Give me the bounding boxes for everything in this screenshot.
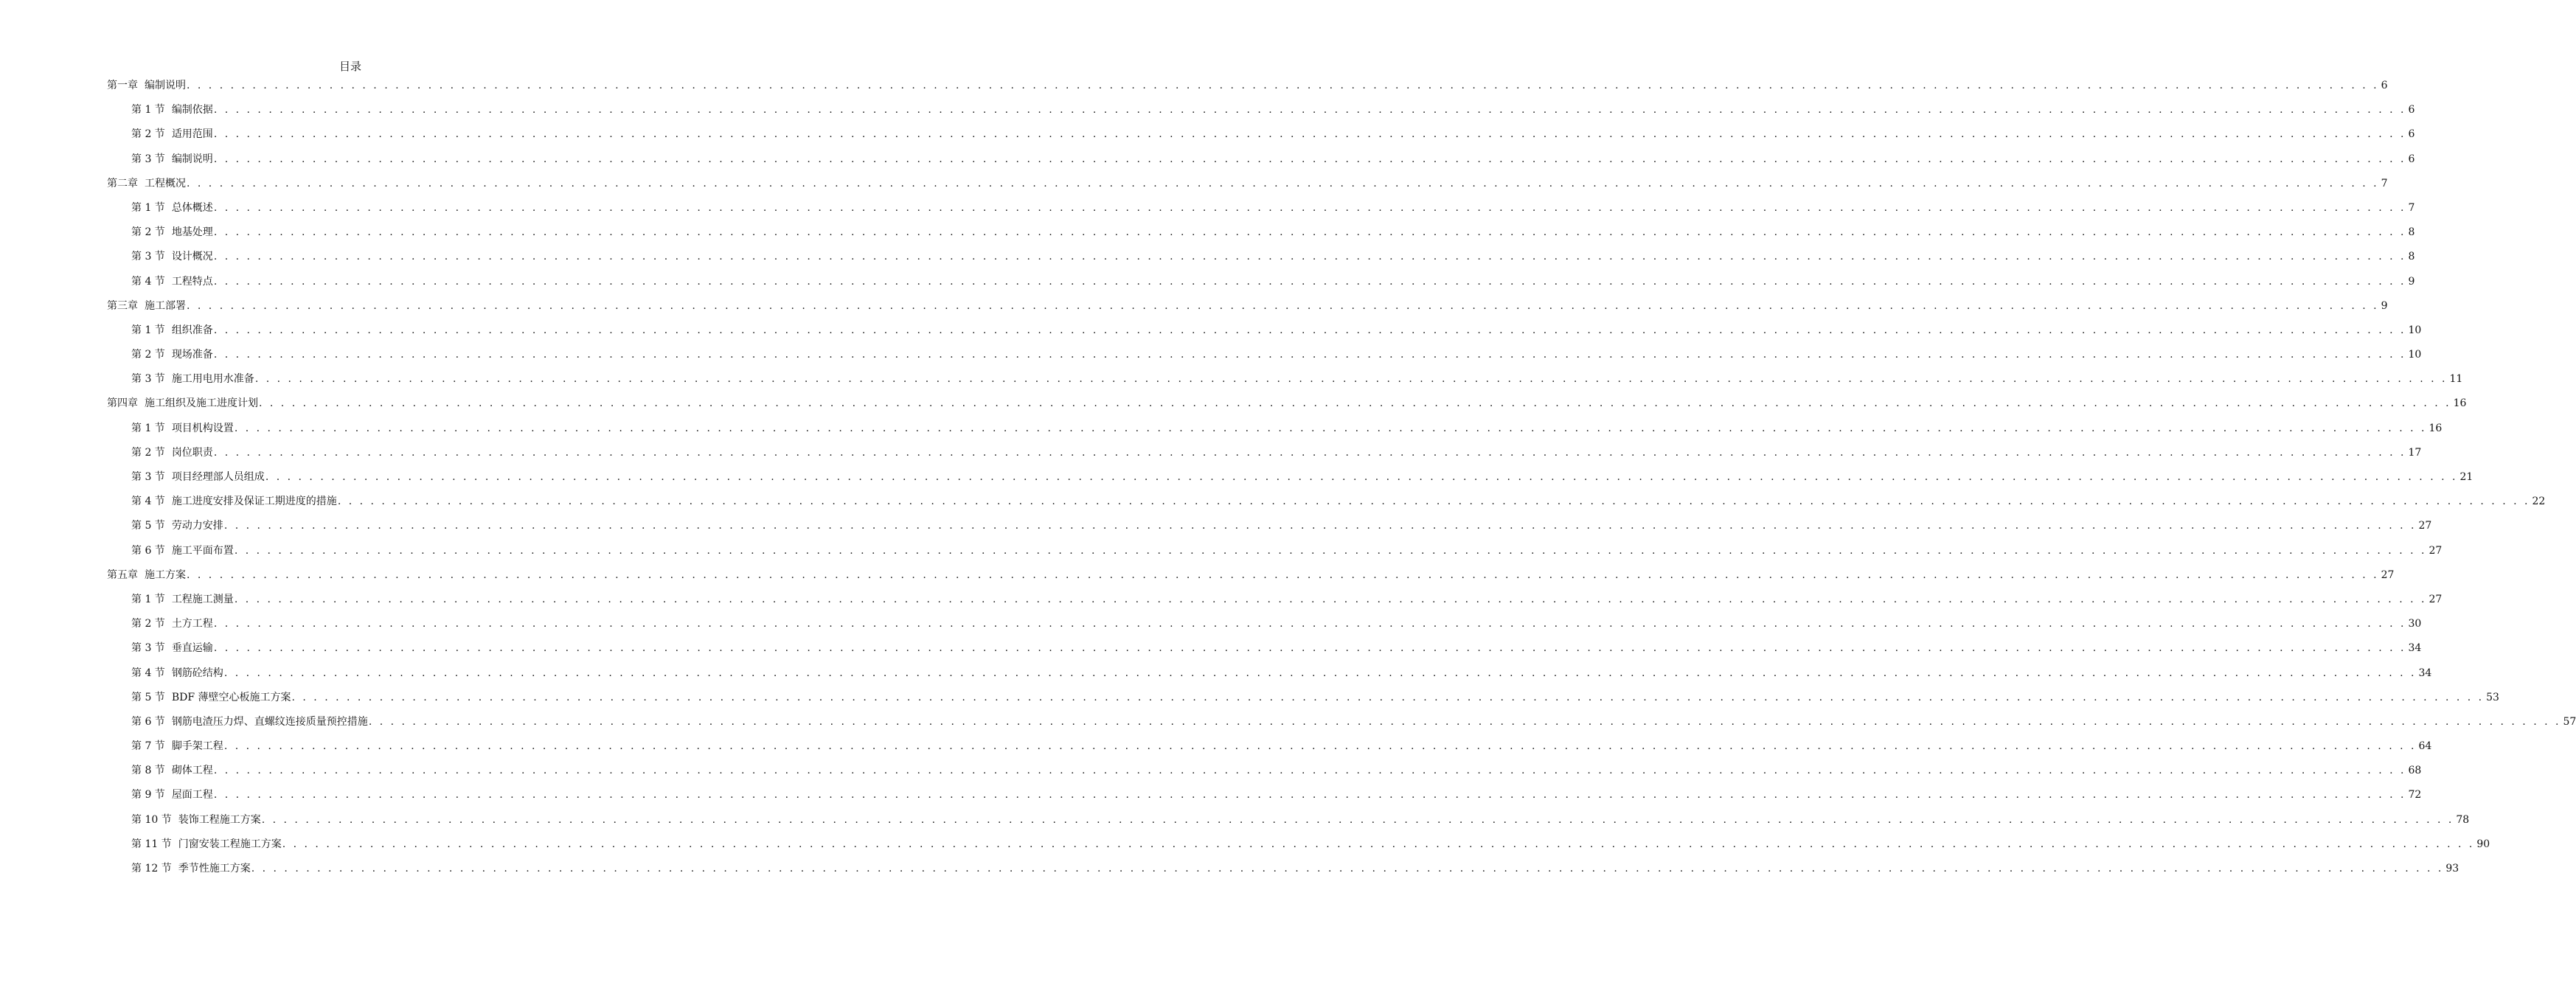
toc-entry-number: 第 2 节 [131,349,165,361]
toc-page-number: 16 [2453,397,2467,410]
toc-dot-leader: . . . . . . . . . . . . . . . . . . . . . . . . . . . . . . . . . . . . . . . . . . . . . . . . . . . . . . . . . . . . . . . . . . . . . . . . . . . . . . . . . . . . . . . . . . . . . . . . . . . . . . . . . . . . . . . . . . . . . . . . . . . . . . . . . . . . . . . . . . . . . . . . . . . . . . . . . . . . . . . . . . . . . . . . . . . . . . . . . . . . . . . . . . . . . . . . . . . . . . . . [213,104,2406,117]
toc-entry-number: 第 5 节 [131,520,165,532]
toc-entry-number: 第 4 节 [131,496,165,508]
toc-entry-text: 设计概况 [171,251,213,263]
toc-page-number: 10 [2408,349,2422,361]
toc-dot-leader: . . . . . . . . . . . . . . . . . . . . . . . . . . . . . . . . . . . . . . . . . . . . . . . . . . . . . . . . . . . . . . . . . . . . . . . . . . . . . . . . . . . . . . . . . . . . . . . . . . . . . . . . . . . . . . . . . . . . . . . . . . . . . . . . . . . . . . . . . . . . . . . . . . . . . . . . . . . . . . . . . . . . . . . . . . . . . . . . . . . . . . . . . . . . . . . . . . . . . . . . [213,251,2406,263]
toc-entry-number: 第五章 [107,568,138,581]
toc-entry-label [131,762,213,779]
toc-page-number: 8 [2408,251,2415,263]
toc-section-entry[interactable] [107,713,2576,737]
toc-entry-label [131,713,368,731]
toc-entry-text: 门窗安装工程施工方案 [178,838,282,850]
toc-entry-label [131,370,254,388]
toc-dot-leader: . . . . . . . . . . . . . . . . . . . . . . . . . . . . . . . . . . . . . . . . . . . . . . . . . . . . . . . . . . . . . . . . . . . . . . . . . . . . . . . . . . . . . . . . . . . . . . . . . . . . . . . . . . . . . . . . . . . . . . . . . . . . . . . . . . . . . . . . . . . . . . . . . . . . . . . . . . . . . . . . . . . . . . . . . . . . . . . . . . . . . . . . . . . . . . . . . . . . . . . . [259,397,2451,410]
toc-section-entry[interactable] [107,101,2415,125]
toc-section-entry[interactable] [107,273,2415,297]
toc-entry-number: 第 8 节 [131,765,165,777]
toc-entry-number: 第 6 节 [131,544,165,557]
toc-dot-leader: . . . . . . . . . . . . . . . . . . . . . . . . . . . . . . . . . . . . . . . . . . . . . . . . . . . . . . . . . . . . . . . . . . . . . . . . . . . . . . . . . . . . . . . . . . . . . . . . . . . . . . . . . . . . . . . . . . . . . . . . . . . . . . . . . . . . . . . . . . . . . . . . . . . . . . . . . . . . . . . . . . . . . . . . . . . . . . . . . . . . . . . . . . . . . . . . . . . . . . . . [213,324,2406,336]
toc-entry-number: 第 3 节 [131,153,165,165]
toc-entry-text: 适用范围 [171,128,213,141]
toc-page-number: 68 [2408,765,2422,777]
toc-section-entry[interactable] [107,811,2470,835]
toc-entry-text: 劳动力安排 [171,520,223,532]
toc-section-entry[interactable] [107,493,2546,517]
toc-entry-label [107,175,186,192]
toc-entry-label [131,835,282,853]
toc-entry-text: 岗位职责 [171,446,213,459]
toc-entry-text: 编制依据 [171,104,213,117]
toc-section-entry[interactable] [107,125,2415,150]
toc-page-number: 93 [2445,863,2459,874]
toc-section-entry[interactable] [107,223,2415,248]
toc-page-number: 17 [2408,446,2422,459]
toc-entry-text: BDF 薄壁空心板施工方案 [171,691,291,703]
toc-page-number: 6 [2408,104,2415,117]
toc-entry-number: 第 7 节 [131,740,165,753]
toc-entry-number: 第二章 [107,177,138,189]
toc-page-number: 27 [2381,568,2395,581]
toc-entry-text: 总体概述 [171,201,213,214]
toc-entry-number: 第 3 节 [131,642,165,655]
toc-entry-text: 施工组织及施工进度计划 [145,397,258,410]
toc-entry-text: 垂直运输 [171,642,213,655]
toc-page-number: 8 [2408,226,2415,239]
toc-dot-leader: . . . . . . . . . . . . . . . . . . . . . . . . . . . . . . . . . . . . . . . . . . . . . . . . . . . . . . . . . . . . . . . . . . . . . . . . . . . . . . . . . . . . . . . . . . . . . . . . . . . . . . . . . . . . . . . . . . . . . . . . . . . . . . . . . . . . . . . . . . . . . . . . . . . . . . . . . . . . . . . . . . . . . . . . . . . . . . . . . . . . . . . . . . . . . . . . . . . . . . . . [187,80,2379,91]
toc-entry-label [131,493,337,510]
toc-entry-text: 工程概况 [145,177,186,189]
toc-section-entry[interactable] [107,370,2463,394]
toc-dot-leader: . . . . . . . . . . . . . . . . . . . . . . . . . . . . . . . . . . . . . . . . . . . . . . . . . . . . . . . . . . . . . . . . . . . . . . . . . . . . . . . . . . . . . . . . . . . . . . . . . . . . . . . . . . . . . . . . . . . . . . . . . . . . . . . . . . . . . . . . . . . . . . . . . . . . . . . . . . . . . . . . . . . . . . . . . . . . . . . . . . . . . . . . . . . . . . . . . . . . . . . . [213,226,2406,239]
toc-entry-text: 施工用电用水准备 [171,373,254,386]
toc-page-number: 78 [2456,813,2470,826]
toc-chapter-entry[interactable] [107,77,2388,101]
toc-dot-leader: . . . . . . . . . . . . . . . . . . . . . . . . . . . . . . . . . . . . . . . . . . . . . . . . . . . . . . . . . . . . . . . . . . . . . . . . . . . . . . . . . . . . . . . . . . . . . . . . . . . . . . . . . . . . . . . . . . . . . . . . . . . . . . . . . . . . . . . . . . . . . . . . . . . . . . . . . . . . . . . . . . . . . . . . . . . . . . . . . . . . . . . . . . . . . . . . . . . . . . . . [187,177,2379,189]
toc-section-entry[interactable] [107,321,2422,346]
toc-entry-number: 第 11 节 [131,838,172,850]
toc-section-entry[interactable] [107,835,2490,860]
toc-dot-leader: . . . . . . . . . . . . . . . . . . . . . . . . . . . . . . . . . . . . . . . . . . . . . . . . . . . . . . . . . . . . . . . . . . . . . . . . . . . . . . . . . . . . . . . . . . . . . . . . . . . . . . . . . . . . . . . . . . . . . . . . . . . . . . . . . . . . . . . . . . . . . . . . . . . . . . . . . . . . . . . . . . . . . . . . . . . . . . . . . . . . . . . . . . . . . . . . . . . . . . . . [213,201,2406,214]
toc-entry-text: 组织准备 [171,324,213,336]
toc-page-number: 21 [2459,471,2473,483]
toc-entry-number: 第 3 节 [131,471,165,483]
toc-dot-leader: . . . . . . . . . . . . . . . . . . . . . . . . . . . . . . . . . . . . . . . . . . . . . . . . . . . . . . . . . . . . . . . . . . . . . . . . . . . . . . . . . . . . . . . . . . . . . . . . . . . . . . . . . . . . . . . . . . . . . . . . . . . . . . . . . . . . . . . . . . . . . . . . . . . . . . . . . . . . . . . . . . . . . . . . . . . . . . . . . . . . . . . . . . . . . . . . . . . . . . . . [187,568,2379,581]
toc-entry-text: 项目机构设置 [171,422,234,434]
toc-dot-leader: . . . . . . . . . . . . . . . . . . . . . . . . . . . . . . . . . . . . . . . . . . . . . . . . . . . . . . . . . . . . . . . . . . . . . . . . . . . . . . . . . . . . . . . . . . . . . . . . . . . . . . . . . . . . . . . . . . . . . . . . . . . . . . . . . . . . . . . . . . . . . . . . . . . . . . . . . . . . . . . . . . . . . . . . . . . . . . . . . . . . . . . . . . . . . . . . . . . . . . . . [223,740,2417,753]
toc-entry-text: 装饰工程施工方案 [178,813,261,826]
toc-entry-number: 第 3 节 [131,251,165,263]
toc-entry-text: 施工部署 [145,299,186,312]
toc-dot-leader: . . . . . . . . . . . . . . . . . . . . . . . . . . . . . . . . . . . . . . . . . . . . . . . . . . . . . . . . . . . . . . . . . . . . . . . . . . . . . . . . . . . . . . . . . . . . . . . . . . . . . . . . . . . . . . . . . . . . . . . . . . . . . . . . . . . . . . . . . . . . . . . . . . . . . . . . . . . . . . . . . . . . . . . . . . . . . . . . . . . . . . . . . . . . . . . . . . . . . . . . [213,765,2406,777]
toc-page-number: 90 [2476,838,2490,850]
toc-entry-number: 第 3 节 [131,373,165,386]
toc-entry-number: 第一章 [107,80,138,91]
toc-dot-leader: . . . . . . . . . . . . . . . . . . . . . . . . . . . . . . . . . . . . . . . . . . . . . . . . . . . . . . . . . . . . . . . . . . . . . . . . . . . . . . . . . . . . . . . . . . . . . . . . . . . . . . . . . . . . . . . . . . . . . . . . . . . . . . . . . . . . . . . . . . . . . . . . . . . . . . . . . . . . . . . . . . . . . . . . . . . . . . . . . . . . . . . . . . . . . . . . . . . . . . . . [282,838,2475,850]
toc-entry-label [107,77,186,94]
toc-entry-number: 第 2 节 [131,226,165,239]
toc-entry-text: 编制说明 [171,153,213,165]
toc-section-entry[interactable] [107,517,2432,541]
toc-page-number: 7 [2381,177,2388,189]
toc-section-entry[interactable] [107,860,2459,884]
toc-title: 目录 [339,60,361,73]
toc-chapter-entry[interactable] [107,297,2388,321]
toc-entry-number: 第 2 节 [131,618,165,630]
toc-entry-number: 第 1 节 [131,324,165,336]
toc-entry-label [107,566,186,584]
toc-dot-leader: . . . . . . . . . . . . . . . . . . . . . . . . . . . . . . . . . . . . . . . . . . . . . . . . . . . . . . . . . . . . . . . . . . . . . . . . . . . . . . . . . . . . . . . . . . . . . . . . . . . . . . . . . . . . . . . . . . . . . . . . . . . . . . . . . . . . . . . . . . . . . . . . . . . . . . . . . . . . . . . . . . . . . . . . . . . . . . . . . . . . . . . . . . . . . . . . . . . . . . . . [368,715,2561,728]
toc-chapter-entry[interactable] [107,175,2388,199]
toc-entry-text: 砌体工程 [171,765,213,777]
toc-entry-label [107,297,186,315]
toc-page-number: 27 [2429,544,2443,557]
toc-entry-label [131,444,213,462]
toc-entry-label [131,689,291,706]
toc-page-number: 22 [2532,496,2546,508]
toc-chapter-entry[interactable] [107,394,2467,419]
toc-entry-label [131,199,213,217]
toc-dot-leader: . . . . . . . . . . . . . . . . . . . . . . . . . . . . . . . . . . . . . . . . . . . . . . . . . . . . . . . . . . . . . . . . . . . . . . . . . . . . . . . . . . . . . . . . . . . . . . . . . . . . . . . . . . . . . . . . . . . . . . . . . . . . . . . . . . . . . . . . . . . . . . . . . . . . . . . . . . . . . . . . . . . . . . . . . . . . . . . . . . . . . . . . . . . . . . . . . . . . . . . . [291,691,2485,703]
toc-entry-number: 第 1 节 [131,593,165,605]
toc-section-entry[interactable] [107,737,2432,762]
toc-dot-leader: . . . . . . . . . . . . . . . . . . . . . . . . . . . . . . . . . . . . . . . . . . . . . . . . . . . . . . . . . . . . . . . . . . . . . . . . . . . . . . . . . . . . . . . . . . . . . . . . . . . . . . . . . . . . . . . . . . . . . . . . . . . . . . . . . . . . . . . . . . . . . . . . . . . . . . . . . . . . . . . . . . . . . . . . . . . . . . . . . . . . . . . . . . . . . . . . . . . . . . . . [234,422,2427,434]
toc-entry-text: 现场准备 [171,349,213,361]
toc-page-number: 27 [2429,593,2443,605]
toc-section-entry[interactable] [107,468,2473,493]
toc-entry-text: 施工平面布置 [171,544,234,557]
toc-entry-number: 第 4 节 [131,275,165,288]
toc-entry-label [107,394,258,412]
toc-chapter-entry[interactable] [107,566,2395,591]
toc-page-number: 6 [2408,128,2415,141]
toc-dot-leader: . . . . . . . . . . . . . . . . . . . . . . . . . . . . . . . . . . . . . . . . . . . . . . . . . . . . . . . . . . . . . . . . . . . . . . . . . . . . . . . . . . . . . . . . . . . . . . . . . . . . . . . . . . . . . . . . . . . . . . . . . . . . . . . . . . . . . . . . . . . . . . . . . . . . . . . . . . . . . . . . . . . . . . . . . . . . . . . . . . . . . . . . . . . . . . . . . . . . . . . . [265,471,2458,483]
toc-page-number: 27 [2418,520,2432,532]
toc-dot-leader: . . . . . . . . . . . . . . . . . . . . . . . . . . . . . . . . . . . . . . . . . . . . . . . . . . . . . . . . . . . . . . . . . . . . . . . . . . . . . . . . . . . . . . . . . . . . . . . . . . . . . . . . . . . . . . . . . . . . . . . . . . . . . . . . . . . . . . . . . . . . . . . . . . . . . . . . . . . . . . . . . . . . . . . . . . . . . . . . . . . . . . . . . . . . . . . . . . . . . . . . [261,813,2454,826]
toc-dot-leader: . . . . . . . . . . . . . . . . . . . . . . . . . . . . . . . . . . . . . . . . . . . . . . . . . . . . . . . . . . . . . . . . . . . . . . . . . . . . . . . . . . . . . . . . . . . . . . . . . . . . . . . . . . . . . . . . . . . . . . . . . . . . . . . . . . . . . . . . . . . . . . . . . . . . . . . . . . . . . . . . . . . . . . . . . . . . . . . . . . . . . . . . . . . . . . . . . . . . . . . . [337,496,2530,508]
toc-entry-text: 编制说明 [145,80,186,91]
toc-dot-leader: . . . . . . . . . . . . . . . . . . . . . . . . . . . . . . . . . . . . . . . . . . . . . . . . . . . . . . . . . . . . . . . . . . . . . . . . . . . . . . . . . . . . . . . . . . . . . . . . . . . . . . . . . . . . . . . . . . . . . . . . . . . . . . . . . . . . . . . . . . . . . . . . . . . . . . . . . . . . . . . . . . . . . . . . . . . . . . . . . . . . . . . . . . . . . . . . . . . . . . . . [234,544,2427,557]
toc-page-number: 16 [2429,422,2443,434]
toc-page-number: 9 [2381,299,2388,312]
toc-page-number: 57 [2563,715,2576,728]
toc-entry-label [131,223,213,241]
toc-page-number: 64 [2418,740,2432,753]
toc-section-entry[interactable] [107,639,2422,664]
toc-page-number: 34 [2418,667,2432,679]
toc-dot-leader: . . . . . . . . . . . . . . . . . . . . . . . . . . . . . . . . . . . . . . . . . . . . . . . . . . . . . . . . . . . . . . . . . . . . . . . . . . . . . . . . . . . . . . . . . . . . . . . . . . . . . . . . . . . . . . . . . . . . . . . . . . . . . . . . . . . . . . . . . . . . . . . . . . . . . . . . . . . . . . . . . . . . . . . . . . . . . . . . . . . . . . . . . . . . . . . . . . . . . . . . [213,349,2406,361]
toc-entry-label [131,860,251,877]
toc-page-number: 34 [2408,642,2422,655]
toc-entry-number: 第四章 [107,397,138,410]
toc-entry-number: 第 10 节 [131,813,172,826]
toc-entry-label [131,101,213,119]
toc-entry-number: 第 6 节 [131,715,165,728]
toc-entry-label [131,420,234,437]
toc-section-entry[interactable] [107,346,2422,370]
toc-entry-text: 施工进度安排及保证工期进度的措施 [171,496,337,508]
toc-dot-leader: . . . . . . . . . . . . . . . . . . . . . . . . . . . . . . . . . . . . . . . . . . . . . . . . . . . . . . . . . . . . . . . . . . . . . . . . . . . . . . . . . . . . . . . . . . . . . . . . . . . . . . . . . . . . . . . . . . . . . . . . . . . . . . . . . . . . . . . . . . . . . . . . . . . . . . . . . . . . . . . . . . . . . . . . . . . . . . . . . . . . . . . . . . . . . . . . . . . . . . . . [234,593,2427,605]
toc-entry-number: 第三章 [107,299,138,312]
toc-dot-leader: . . . . . . . . . . . . . . . . . . . . . . . . . . . . . . . . . . . . . . . . . . . . . . . . . . . . . . . . . . . . . . . . . . . . . . . . . . . . . . . . . . . . . . . . . . . . . . . . . . . . . . . . . . . . . . . . . . . . . . . . . . . . . . . . . . . . . . . . . . . . . . . . . . . . . . . . . . . . . . . . . . . . . . . . . . . . . . . . . . . . . . . . . . . . . . . . . . . . . . . . [187,299,2379,312]
toc-entry-label [131,591,234,608]
toc-entry-label [131,468,265,486]
toc-section-entry[interactable] [107,542,2443,566]
toc-section-entry[interactable] [107,762,2422,786]
toc-dot-leader: . . . . . . . . . . . . . . . . . . . . . . . . . . . . . . . . . . . . . . . . . . . . . . . . . . . . . . . . . . . . . . . . . . . . . . . . . . . . . . . . . . . . . . . . . . . . . . . . . . . . . . . . . . . . . . . . . . . . . . . . . . . . . . . . . . . . . . . . . . . . . . . . . . . . . . . . . . . . . . . . . . . . . . . . . . . . . . . . . . . . . . . . . . . . . . . . . . . . . . . . [213,275,2406,288]
toc-entry-text: 钢筋砼结构 [171,667,223,679]
toc-entry-number: 第 2 节 [131,128,165,141]
toc-dot-leader: . . . . . . . . . . . . . . . . . . . . . . . . . . . . . . . . . . . . . . . . . . . . . . . . . . . . . . . . . . . . . . . . . . . . . . . . . . . . . . . . . . . . . . . . . . . . . . . . . . . . . . . . . . . . . . . . . . . . . . . . . . . . . . . . . . . . . . . . . . . . . . . . . . . . . . . . . . . . . . . . . . . . . . . . . . . . . . . . . . . . . . . . . . . . . . . . . . . . . . . . [213,128,2406,141]
toc-section-entry[interactable] [107,786,2422,810]
toc-entry-number: 第 9 节 [131,789,165,802]
toc-page-number: 53 [2486,691,2499,703]
toc-entry-label [131,125,213,143]
toc-entry-number: 第 12 节 [131,863,172,874]
toc-entry-text: 工程施工测量 [171,593,234,605]
toc-page-number: 7 [2408,201,2415,214]
toc-list [107,77,2576,884]
toc-dot-leader: . . . . . . . . . . . . . . . . . . . . . . . . . . . . . . . . . . . . . . . . . . . . . . . . . . . . . . . . . . . . . . . . . . . . . . . . . . . . . . . . . . . . . . . . . . . . . . . . . . . . . . . . . . . . . . . . . . . . . . . . . . . . . . . . . . . . . . . . . . . . . . . . . . . . . . . . . . . . . . . . . . . . . . . . . . . . . . . . . . . . . . . . . . . . . . . . . . . . . . . . [251,863,2444,874]
toc-page-number: 10 [2408,324,2422,336]
toc-entry-number: 第 1 节 [131,201,165,214]
toc-section-entry[interactable] [107,248,2415,272]
toc-section-entry[interactable] [107,150,2415,175]
toc-page-number: 72 [2408,789,2422,802]
toc-entry-text: 钢筋电渣压力焊、直螺纹连接质量预控措施 [171,715,368,728]
toc-section-entry[interactable] [107,664,2432,689]
toc-entry-label [131,248,213,265]
toc-entry-number: 第 4 节 [131,667,165,679]
toc-entry-label [131,273,213,291]
toc-section-entry[interactable] [107,591,2443,615]
toc-entry-text: 屋面工程 [171,789,213,802]
toc-entry-label [131,150,213,168]
toc-entry-text: 施工方案 [145,568,186,581]
toc-dot-leader: . . . . . . . . . . . . . . . . . . . . . . . . . . . . . . . . . . . . . . . . . . . . . . . . . . . . . . . . . . . . . . . . . . . . . . . . . . . . . . . . . . . . . . . . . . . . . . . . . . . . . . . . . . . . . . . . . . . . . . . . . . . . . . . . . . . . . . . . . . . . . . . . . . . . . . . . . . . . . . . . . . . . . . . . . . . . . . . . . . . . . . . . . . . . . . . . . . . . . . . . [213,642,2406,655]
toc-entry-label [131,321,213,339]
toc-entry-label [131,639,213,657]
toc-dot-leader: . . . . . . . . . . . . . . . . . . . . . . . . . . . . . . . . . . . . . . . . . . . . . . . . . . . . . . . . . . . . . . . . . . . . . . . . . . . . . . . . . . . . . . . . . . . . . . . . . . . . . . . . . . . . . . . . . . . . . . . . . . . . . . . . . . . . . . . . . . . . . . . . . . . . . . . . . . . . . . . . . . . . . . . . . . . . . . . . . . . . . . . . . . . . . . . . . . . . . . . . [213,789,2406,802]
toc-entry-text: 土方工程 [171,618,213,630]
toc-entry-label [131,542,234,560]
toc-page-number: 30 [2408,618,2422,630]
toc-dot-leader: . . . . . . . . . . . . . . . . . . . . . . . . . . . . . . . . . . . . . . . . . . . . . . . . . . . . . . . . . . . . . . . . . . . . . . . . . . . . . . . . . . . . . . . . . . . . . . . . . . . . . . . . . . . . . . . . . . . . . . . . . . . . . . . . . . . . . . . . . . . . . . . . . . . . . . . . . . . . . . . . . . . . . . . . . . . . . . . . . . . . . . . . . . . . . . . . . . . . . . . . [223,667,2417,679]
toc-section-entry[interactable] [107,615,2422,639]
toc-entry-number: 第 5 节 [131,691,165,703]
toc-entry-label [131,737,223,755]
toc-entry-label [131,615,213,633]
toc-entry-text: 项目经理部人员组成 [171,471,265,483]
toc-entry-text: 工程特点 [171,275,213,288]
toc-entry-label [131,786,213,804]
toc-dot-leader: . . . . . . . . . . . . . . . . . . . . . . . . . . . . . . . . . . . . . . . . . . . . . . . . . . . . . . . . . . . . . . . . . . . . . . . . . . . . . . . . . . . . . . . . . . . . . . . . . . . . . . . . . . . . . . . . . . . . . . . . . . . . . . . . . . . . . . . . . . . . . . . . . . . . . . . . . . . . . . . . . . . . . . . . . . . . . . . . . . . . . . . . . . . . . . . . . . . . . . . . [213,618,2406,630]
toc-page-number: 6 [2408,153,2415,165]
toc-entry-label [131,811,261,829]
toc-section-entry[interactable] [107,444,2422,468]
toc-section-entry[interactable] [107,689,2499,713]
toc-section-entry[interactable] [107,199,2415,223]
toc-entry-text: 脚手架工程 [171,740,223,753]
toc-entry-label [131,517,223,535]
toc-dot-leader: . . . . . . . . . . . . . . . . . . . . . . . . . . . . . . . . . . . . . . . . . . . . . . . . . . . . . . . . . . . . . . . . . . . . . . . . . . . . . . . . . . . . . . . . . . . . . . . . . . . . . . . . . . . . . . . . . . . . . . . . . . . . . . . . . . . . . . . . . . . . . . . . . . . . . . . . . . . . . . . . . . . . . . . . . . . . . . . . . . . . . . . . . . . . . . . . . . . . . . . . [254,373,2448,386]
toc-entry-number: 第 1 节 [131,422,165,434]
toc-dot-leader: . . . . . . . . . . . . . . . . . . . . . . . . . . . . . . . . . . . . . . . . . . . . . . . . . . . . . . . . . . . . . . . . . . . . . . . . . . . . . . . . . . . . . . . . . . . . . . . . . . . . . . . . . . . . . . . . . . . . . . . . . . . . . . . . . . . . . . . . . . . . . . . . . . . . . . . . . . . . . . . . . . . . . . . . . . . . . . . . . . . . . . . . . . . . . . . . . . . . . . . . [213,153,2406,165]
toc-page-number: 11 [2449,373,2463,386]
toc-entry-text: 地基处理 [171,226,213,239]
toc-entry-text: 季节性施工方案 [178,863,251,874]
toc-entry-label [131,664,223,682]
toc-entry-number: 第 1 节 [131,104,165,117]
toc-section-entry[interactable] [107,420,2443,444]
toc-page-number: 9 [2408,275,2415,288]
toc-dot-leader: . . . . . . . . . . . . . . . . . . . . . . . . . . . . . . . . . . . . . . . . . . . . . . . . . . . . . . . . . . . . . . . . . . . . . . . . . . . . . . . . . . . . . . . . . . . . . . . . . . . . . . . . . . . . . . . . . . . . . . . . . . . . . . . . . . . . . . . . . . . . . . . . . . . . . . . . . . . . . . . . . . . . . . . . . . . . . . . . . . . . . . . . . . . . . . . . . . . . . . . . [213,446,2406,459]
toc-page-number: 6 [2381,80,2388,91]
toc-entry-label [131,346,213,364]
toc-entry-number: 第 2 节 [131,446,165,459]
toc-dot-leader: . . . . . . . . . . . . . . . . . . . . . . . . . . . . . . . . . . . . . . . . . . . . . . . . . . . . . . . . . . . . . . . . . . . . . . . . . . . . . . . . . . . . . . . . . . . . . . . . . . . . . . . . . . . . . . . . . . . . . . . . . . . . . . . . . . . . . . . . . . . . . . . . . . . . . . . . . . . . . . . . . . . . . . . . . . . . . . . . . . . . . . . . . . . . . . . . . . . . . . . . [223,520,2417,532]
